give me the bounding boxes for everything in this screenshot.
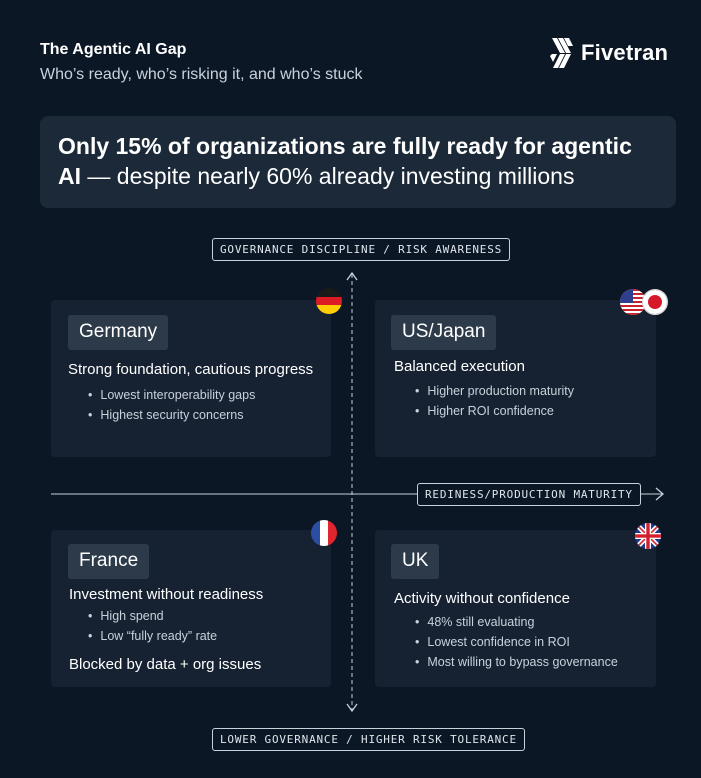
quadrant-description: Investment without readiness [69,586,264,603]
list-item: • High spend [88,606,217,626]
uk-flag-icon [635,523,661,549]
page-title: The Agentic AI Gap [40,41,187,58]
country-label-germany: Germany [68,315,168,350]
quadrant-germany [51,300,331,457]
quadrant-note: Blocked by data + org issues [69,656,262,673]
quadrant-description: Strong foundation, cautious progress [68,361,314,378]
quadrant-description: Balanced execution [394,358,525,375]
list-item: • Higher ROI confidence [415,401,574,421]
list-item: • 48% still evaluating [415,612,618,632]
list-item: • Most willing to bypass governance [415,652,618,672]
quadrant-us-japan [375,300,656,457]
list-item: • Lowest confidence in ROI [415,632,618,652]
headline-bold: Only 15% of organizations are fully ready for agentic AI [58,133,632,189]
vertical-axis-arrow-down [347,704,357,711]
axis-label-bottom: LOWER GOVERNANCE / HIGHER RISK TOLERANCE [212,728,525,751]
country-label-uk: UK [391,544,439,579]
france-flag-icon [311,520,337,546]
quadrant-description: Activity without confidence [394,590,570,607]
list-item: • Highest security concerns [88,405,255,425]
germany-flag-icon [316,288,342,314]
logo-text: Fivetran [581,40,669,65]
bullet-list [415,381,574,421]
country-label-us-japan: US/Japan [391,315,496,350]
list-item: • Low “fully ready” rate [88,626,217,646]
japan-flag-icon [642,289,668,315]
headline-rest: — despite nearly 60% already investing millions [81,163,575,189]
quadrant-france [51,530,331,687]
list-item: • Lowest interoperability gaps [88,385,255,405]
bullet-list [88,606,217,646]
quadrant-uk [375,530,656,687]
page-subtitle: Who’s ready, who’s risking it, and who’s stuck [40,66,363,83]
country-label-france: France [68,544,149,579]
axis-label-right: REDINESS/PRODUCTION MATURITY [417,483,641,506]
bullet-list [88,385,255,425]
list-item: • Higher production maturity [415,381,574,401]
axis-label-top: GOVERNANCE DISCIPLINE / RISK AWARENESS [212,238,510,261]
bullet-list [415,612,618,672]
